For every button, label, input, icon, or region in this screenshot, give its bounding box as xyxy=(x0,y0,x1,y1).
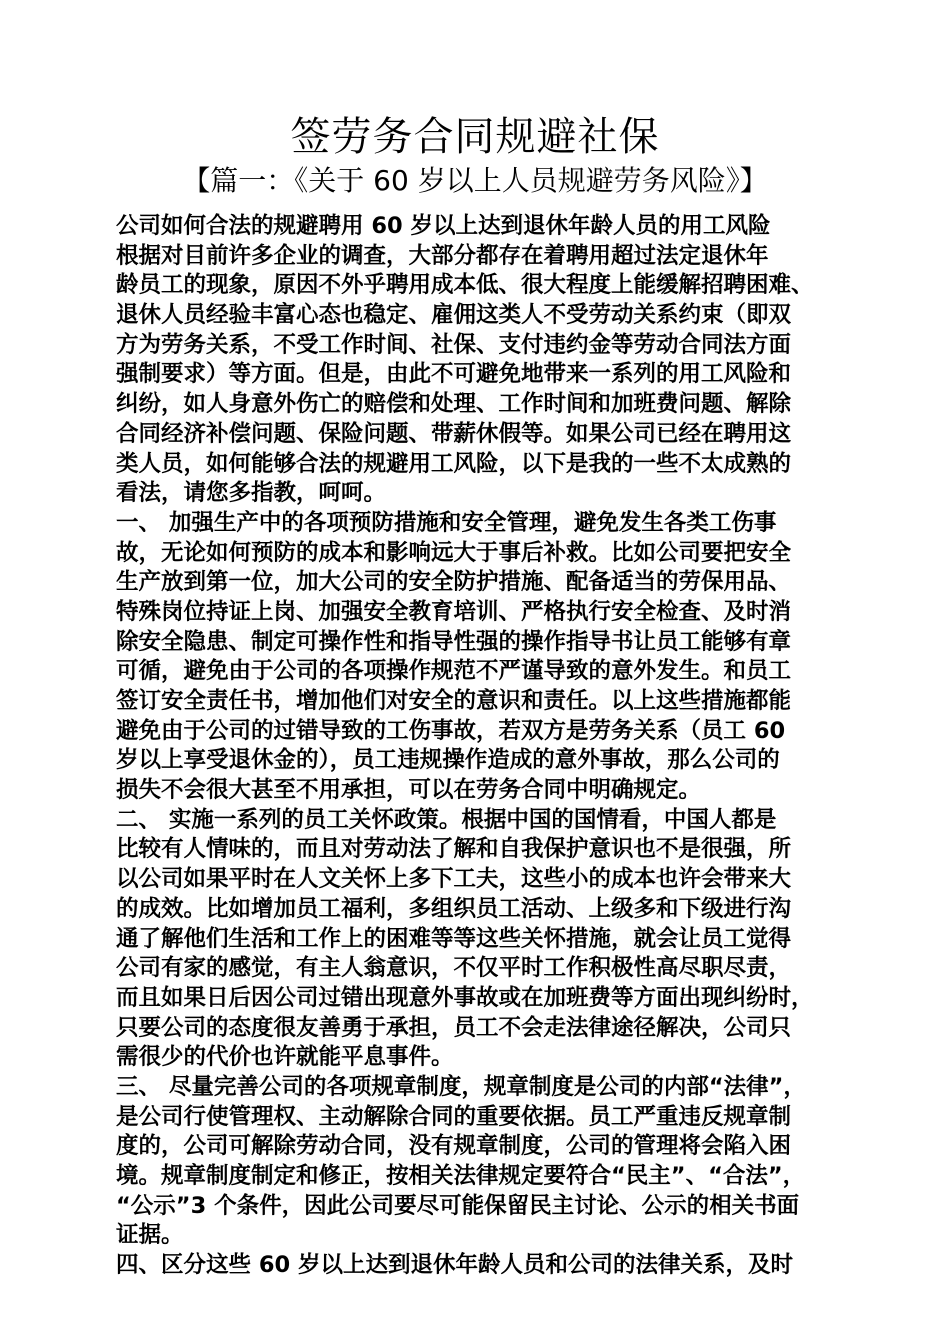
body-line: 需很少的代价也许就能平息事件。 xyxy=(116,1044,454,1071)
body-line: 损失不会很大甚至不用承担，可以在劳务合同中明确规定。 xyxy=(116,777,702,804)
body-line: “公示”3 个条件，因此公司要尽可能保留民主讨论、公示的相关书面 xyxy=(116,1192,800,1219)
body-line: 度的，公司可解除劳动合同，没有规章制度，公司的管理将会陷入困 xyxy=(116,1133,792,1160)
body-line: 生产放到第一位，加大公司的安全防护措施、配备适当的劳保用品、 xyxy=(116,569,792,596)
body-line: 故，无论如何预防的成本和影响远大于事后补救。比如公司要把安全 xyxy=(116,539,792,566)
body-line: 岁以上享受退休金的），员工违规操作造成的意外事故，那么公司的 xyxy=(116,747,780,774)
body-line: 境。规章制度制定和修正，按相关法律规定要符合“民主”、“合法”， xyxy=(116,1163,806,1189)
body-line: 一、 加强生产中的各项预防措施和安全管理，避免发生各类工伤事 xyxy=(116,509,777,536)
body-line: 四、区分这些 60 岁以上达到退休年龄人员和公司的法律关系，及时 xyxy=(116,1252,793,1279)
body-line: 以公司如果平时在人文关怀上多下工夫，这些小的成本也许会带来大 xyxy=(116,866,792,893)
body-line: 公司如何合法的规避聘用 60 岁以上达到退休年龄人员的用工风险 xyxy=(116,213,771,239)
body-line: 方为劳务关系，不受工作时间、社保、支付违约金等劳动合同法方面 xyxy=(116,331,792,358)
body-line: 比较有人情味的，而且对劳动法了解和自我保护意识也不是很强，所 xyxy=(116,836,792,863)
body-line: 证据。 xyxy=(116,1222,184,1249)
body-line: 公司有家的感觉，有主人翁意识，不仅平时工作积极性高尽职尽责， xyxy=(116,955,792,982)
body-line: 看法，请您多指教，呵呵。 xyxy=(116,480,387,507)
body-line: 强制要求）等方面。但是，由此不可避免地带来一系列的用工风险和 xyxy=(116,361,792,388)
body-line: 签订安全责任书，增加他们对安全的意识和责任。以上这些措施都能 xyxy=(116,688,792,714)
body-line: 特殊岗位持证上岗、加强安全教育培训、严格执行安全检查、及时消 xyxy=(116,598,792,625)
body-line: 可循，避免由于公司的各项操作规范不严谨导致的意外发生。和员工 xyxy=(116,658,792,685)
body-line: 根据对目前许多企业的调查，大部分都存在着聘用超过法定退休年 xyxy=(116,242,769,269)
body-line: 除安全隐患、制定可操作性和指导性强的操作指导书让员工能够有章 xyxy=(116,628,792,655)
body-line: 三、 尽量完善公司的各项规章制度，规章制度是公司的内部“法律”， xyxy=(116,1073,806,1100)
body-line: 只要公司的态度很友善勇于承担，员工不会走法律途径解决，公司只 xyxy=(116,1014,792,1041)
document-subtitle: 【篇一：《关于 60 岁以上人员规避劳务风险》】 xyxy=(182,164,768,197)
body-line: 是公司行使管理权、主动解除合同的重要依据。员工严重违反规章制 xyxy=(116,1103,792,1130)
body-line: 避免由于公司的过错导致的工伤事故，若双方是劳务关系（员工 60 xyxy=(116,717,786,744)
body-line: 合同经济补偿问题、保险问题、带薪休假等。如果公司已经在聘用这 xyxy=(116,420,792,447)
body-line: 二、 实施一系列的员工关怀政策。根据中国的国情看，中国人都是 xyxy=(116,806,777,833)
document-title: 签劳务合同规避社保 xyxy=(290,114,660,160)
document-body xyxy=(116,212,846,1281)
body-line: 退休人员经验丰富心态也稳定、雇佣这类人不受劳动关系约束（即双 xyxy=(116,302,792,329)
body-line: 龄员工的现象，原因不外乎聘用成本低、很大程度上能缓解招聘困难、 xyxy=(116,272,814,299)
body-line: 而且如果日后因公司过错出现意外事故或在加班费等方面出现纠纷时， xyxy=(116,984,814,1011)
body-line: 类人员，如何能够合法的规避用工风险，以下是我的一些不太成熟的 xyxy=(116,450,792,477)
body-line: 纠纷，如人身意外伤亡的赔偿和处理、工作时间和加班费问题、解除 xyxy=(116,391,792,418)
body-line: 通了解他们生活和工作上的困难等等这些关怀措施，就会让员工觉得 xyxy=(116,925,792,952)
body-line: 的成效。比如增加员工福利，多组织员工活动、上级多和下级进行沟 xyxy=(116,895,792,922)
